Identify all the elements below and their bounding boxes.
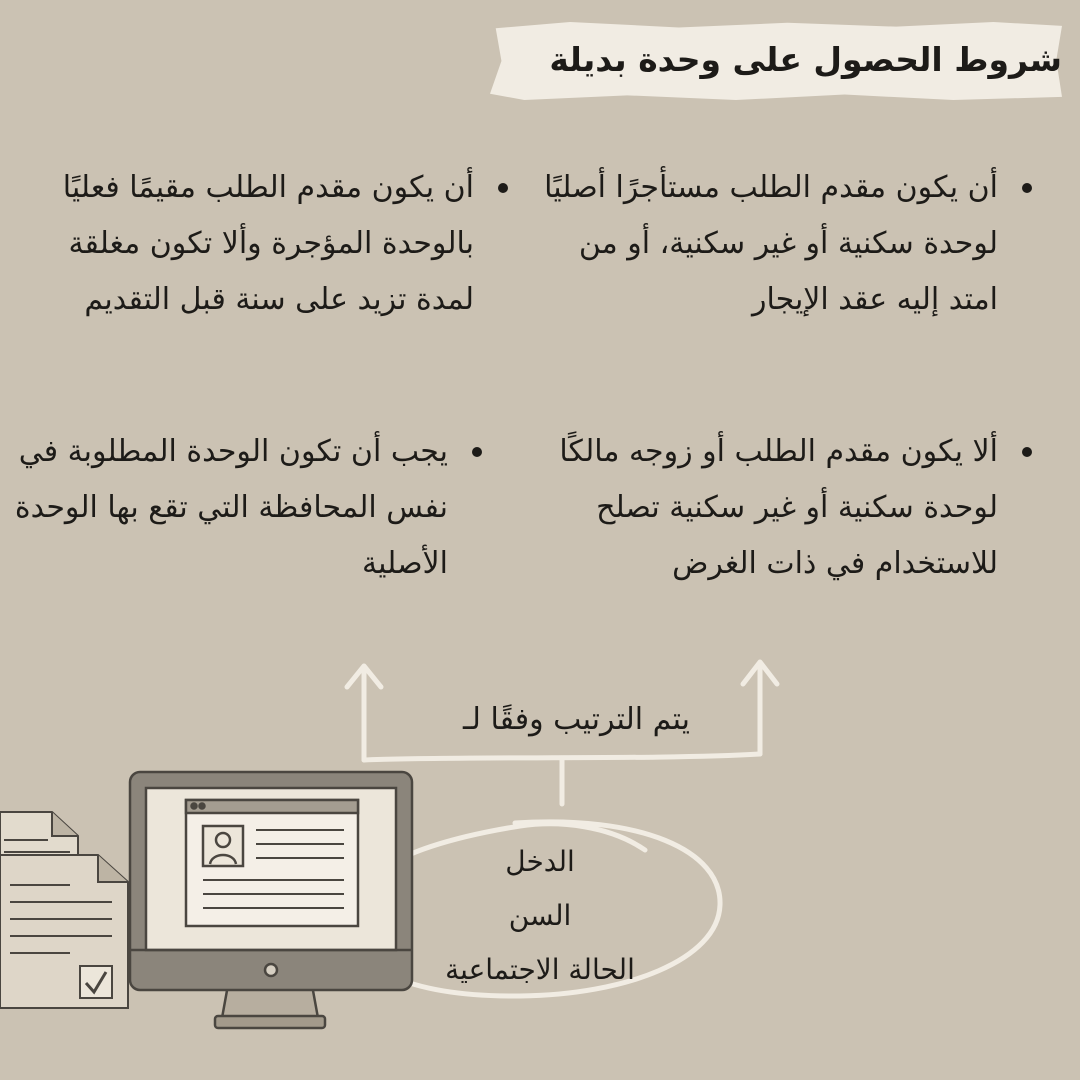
condition-original-tenant bbox=[528, 160, 998, 328]
criteria-list bbox=[390, 835, 690, 997]
condition-text: أن يكون مقدم الطلب مقيمًا فعليًا بالوحدة المؤجرة وألا تكون مغلقة لمدة تزيد على سنة قبل التقديم bbox=[62, 170, 474, 317]
checkbox-icon bbox=[80, 966, 112, 998]
criteria-age: السن bbox=[508, 899, 572, 932]
criteria-income: الدخل bbox=[505, 845, 575, 878]
bullet-icon bbox=[498, 183, 508, 193]
condition-text: أن يكون مقدم الطلب مستأجرًا أصليًا لوحدة سكنية أو غير سكنية، أو من امتد إليه عقد الإيجار bbox=[544, 170, 998, 317]
condition-not-owner bbox=[528, 424, 998, 592]
computer-monitor-icon bbox=[130, 772, 412, 1028]
bullet-icon bbox=[472, 447, 482, 457]
arrangement-label: يتم الترتيب وفقًا لـ bbox=[463, 702, 690, 737]
document-stack-icon bbox=[0, 812, 128, 1008]
bullet-icon bbox=[1022, 183, 1032, 193]
condition-actual-residence bbox=[4, 160, 474, 328]
criteria-marital-status: الحالة الاجتماعية bbox=[445, 953, 635, 986]
condition-text: ألا يكون مقدم الطلب أو زوجه مالكًا لوحدة سكنية أو غير سكنية تصلح للاستخدام في ذات الغرض bbox=[559, 434, 998, 581]
bullet-icon bbox=[1022, 447, 1032, 457]
profile-card-icon bbox=[203, 826, 243, 866]
condition-text: يجب أن تكون الوحدة المطلوبة في نفس المحافظة التي تقع بها الوحدة الأصلية bbox=[14, 434, 448, 581]
page-title: شروط الحصول على وحدة بديلة bbox=[549, 40, 1062, 79]
condition-same-governorate bbox=[0, 424, 448, 592]
